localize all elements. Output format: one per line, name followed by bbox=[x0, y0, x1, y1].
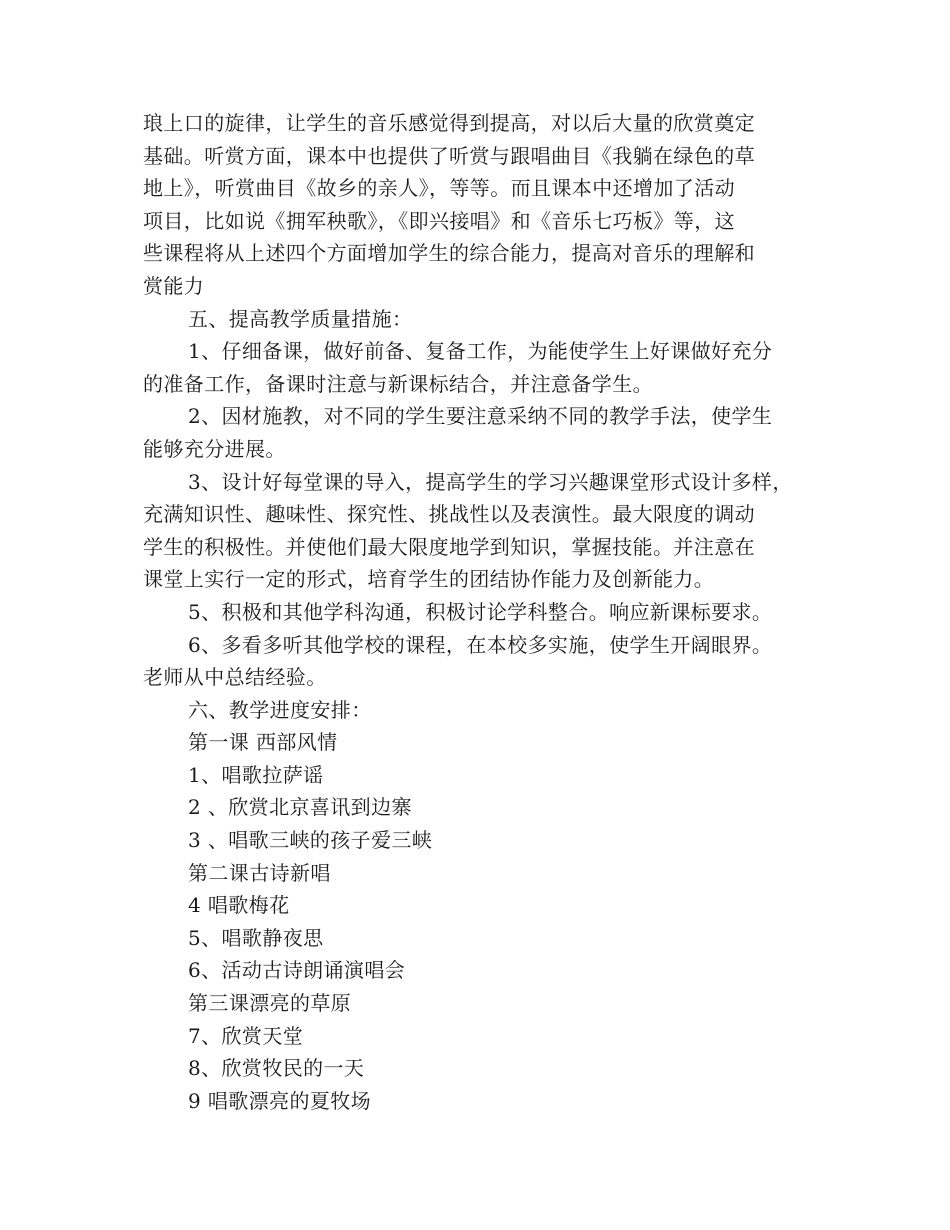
text-line: 的准备工作，备课时注意与新课标结合，并注意备学生。 bbox=[143, 371, 653, 396]
section-heading: 五、提高教学质量措施： bbox=[188, 306, 413, 331]
lesson-title: 第三课漂亮的草原 bbox=[188, 991, 352, 1016]
text-line: 充满知识性、趣味性、探究性、挑战性以及表演性。最大限度的调动 bbox=[143, 502, 755, 527]
list-item: 1、唱歌拉萨谣 bbox=[188, 762, 324, 787]
text-line: 老师从中总结经验。 bbox=[143, 665, 327, 690]
text-line: 琅上口的旋律，让学生的音乐感觉得到提高，对以后大量的欣赏奠定 bbox=[143, 111, 755, 135]
lesson-title: 第二课古诗新唱 bbox=[188, 860, 331, 885]
text-line: 地上》，听赏曲目《故乡的亲人》，等等。而且课本中还增加了活动 bbox=[143, 176, 735, 201]
list-item: 9 唱歌漂亮的夏牧场 bbox=[188, 1088, 372, 1113]
text-line: 学生的积极性。并使他们最大限度地学到知识，掌握技能。并注意在 bbox=[143, 534, 755, 559]
list-item: 3 、唱歌三峡的孩子爱三峡 bbox=[188, 828, 433, 853]
text-line: 6、多看多听其他学校的课程，在本校多实施，使学生开阔眼界。 bbox=[188, 632, 773, 657]
text-line: 1、仔细备课，做好前备、复备工作，为能使学生上好课做好充分 bbox=[188, 339, 773, 364]
list-item: 5、唱歌静夜思 bbox=[188, 925, 324, 950]
list-item: 4 唱歌梅花 bbox=[188, 893, 290, 918]
list-item: 8、欣赏牧民的一天 bbox=[188, 1056, 365, 1081]
section-heading: 六、教学进度安排： bbox=[188, 697, 372, 722]
document-body bbox=[143, 107, 823, 1117]
text-line: 些课程将从上述四个方面增加学生的综合能力，提高对音乐的理解和 bbox=[143, 241, 755, 266]
text-line: 项目，比如说《拥军秧歌》，《即兴接唱》和《音乐七巧板》等，这 bbox=[143, 208, 735, 233]
list-item: 7、欣赏天堂 bbox=[188, 1023, 304, 1048]
text-line: 5、积极和其他学科沟通，积极讨论学科整合。响应新课标要求。 bbox=[188, 599, 773, 624]
text-line: 2、因材施教，对不同的学生要注意采纳不同的教学手法，使学生 bbox=[188, 404, 773, 429]
text-line: 3、设计好每堂课的导入，提高学生的学习兴趣课堂形式设计多样， bbox=[188, 469, 793, 494]
lesson-title: 第一课 西部风情 bbox=[188, 730, 338, 755]
text-line: 基础。听赏方面，课本中也提供了听赏与跟唱曲目《我躺在绿色的草 bbox=[143, 143, 755, 168]
list-item: 6、活动古诗朗诵演唱会 bbox=[188, 958, 406, 983]
text-line: 赏能力 bbox=[143, 273, 205, 298]
list-item: 2 、欣赏北京喜讯到边寨 bbox=[188, 795, 412, 820]
text-line: 课堂上实行一定的形式，培育学生的团结协作能力及创新能力。 bbox=[143, 567, 715, 592]
text-line: 能够充分进展。 bbox=[143, 436, 286, 461]
